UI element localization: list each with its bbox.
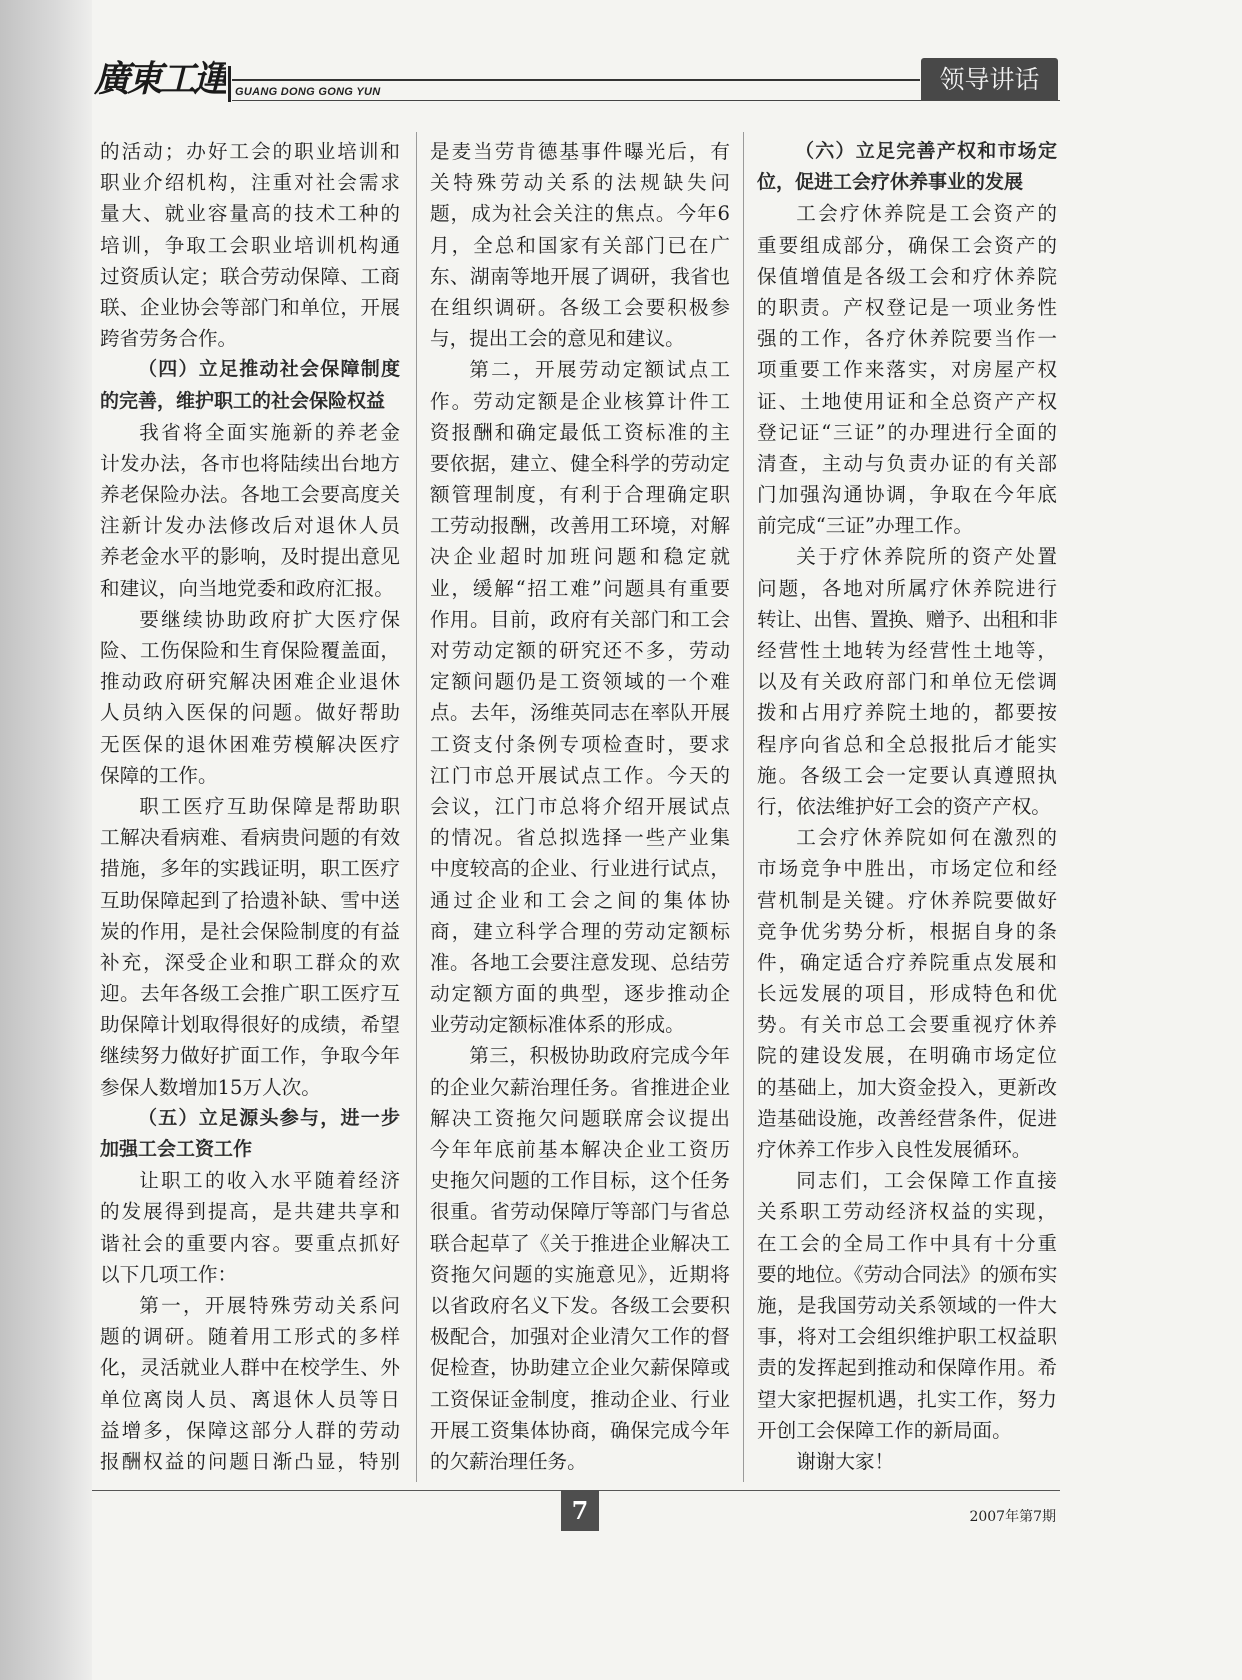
- text-line: 关系职工劳动经济权益的实现，: [757, 1200, 1057, 1224]
- text-line: 定额问题仍是工资领域的一个难: [430, 670, 730, 694]
- heading-line: （六）立足完善产权和市场定: [795, 140, 1057, 162]
- text-line: 以下几项工作：: [100, 1262, 238, 1286]
- text-line: 联、企业协会等部门和单位，开展: [100, 295, 400, 319]
- text-line: 业劳动定额标准体系的形成。: [430, 1013, 685, 1037]
- text-line: 报酬权益的问题日渐凸显，特别: [100, 1449, 400, 1473]
- text-line: 院的建设发展，在明确市场定位: [757, 1044, 1057, 1068]
- text-line: 门加强沟通协调，争取在今年底: [757, 483, 1057, 507]
- text-line: 的情况。省总拟选择一些产业集: [430, 826, 730, 850]
- text-line: 施，是我国劳动关系领域的一件大: [757, 1293, 1057, 1317]
- paragraph: [100, 417, 400, 604]
- text-line: 我省将全面实施新的养老金: [139, 420, 400, 444]
- text-line: 会议，江门市总将介绍开展试点: [430, 794, 730, 818]
- text-line: 养老保险办法。各地工会要高度关: [100, 483, 400, 507]
- text-line: 的欠薪治理任务。: [430, 1449, 587, 1473]
- text-line: 促检查，协助建立企业欠薪保障或: [430, 1356, 730, 1380]
- text-line: 登记证“三证”的办理进行全面的: [757, 420, 1057, 444]
- text-line: 在组织调研。各级工会要积极参: [430, 295, 730, 319]
- text-line: 极配合，加强对企业清欠工作的督: [430, 1325, 730, 1349]
- text-line: 互助保障起到了拾遗补缺、雪中送: [100, 888, 400, 912]
- text-line: 要依据，建立、健全科学的劳动定: [430, 451, 730, 475]
- text-line: 与，提出工会的意见和建议。: [430, 327, 685, 351]
- text-line: 养老金水平的影响，及时提出意见: [100, 545, 400, 569]
- text-line: 补充，深受企业和职工群众的欢: [100, 950, 400, 974]
- text-line: 开展工资集体协商，确保完成今年: [430, 1418, 730, 1442]
- paragraph: [430, 136, 730, 354]
- heading-line: 的完善，维护职工的社会保险权益: [100, 389, 386, 412]
- text-line: 很重。省劳动保障厅等部门与省总: [430, 1200, 730, 1224]
- text-line: 问题，各地对所属疗休养院进行: [757, 576, 1057, 600]
- paragraph: [100, 136, 400, 354]
- text-line: 程序向省总和全总报批后才能实: [757, 732, 1057, 756]
- text-line: 重要组成部分，确保工会资产的: [757, 233, 1057, 257]
- text-line: 资报酬和确定最低工资标准的主: [430, 420, 730, 444]
- section-heading: [757, 136, 1057, 198]
- text-line: 责的发挥起到推动和保障作用。希: [757, 1356, 1057, 1380]
- text-line: 职工医疗互助保障是帮助职: [139, 794, 400, 818]
- text-line: 保障的工作。: [100, 763, 218, 787]
- heading-line: 加强工会工资工作: [100, 1138, 253, 1160]
- text-line: 第一，开展特殊劳动关系问: [139, 1293, 400, 1317]
- text-line: 望大家把握机遇，扎实工作，努力: [757, 1387, 1057, 1411]
- text-line: 推动政府研究解决困难企业退休: [100, 670, 400, 694]
- text-line: 史拖欠问题的工作目标，这个任务: [430, 1169, 730, 1193]
- text-line: 拨和占用疗养院土地的，都要按: [757, 701, 1057, 725]
- section-heading: [100, 354, 400, 416]
- text-line: 要继续协助政府扩大医疗保: [139, 607, 400, 631]
- text-line: 竞争优劣势分析，根据自身的条: [757, 919, 1057, 943]
- text-line: 关于疗休养院所的资产处置: [796, 545, 1057, 569]
- masthead-romanized: GUANG DONG GONG YUN: [235, 86, 381, 98]
- text-line: 无医保的退休困难劳模解决医疗: [100, 732, 400, 756]
- text-line: 单位离岗人员、离退休人员等日: [100, 1387, 400, 1411]
- text-line: 月，全总和国家有关部门已在广: [430, 233, 730, 257]
- text-line: 计发办法，各市也将陆续出台地方: [100, 451, 400, 475]
- text-line: 强的工作，各疗休养院要当作一: [757, 327, 1057, 351]
- heading-line: 位，促进工会疗休养事业的发展: [757, 171, 1024, 194]
- text-line: 准。各地工会要注意发现、总结劳: [430, 950, 730, 974]
- text-line: 化，灵活就业人群中在校学生、外: [100, 1356, 400, 1380]
- scan-margin-shade: [0, 0, 92, 1680]
- text-line: 题，成为社会关注的焦点。今年6: [430, 202, 730, 226]
- text-line: 证、土地使用证和全总资产产权: [757, 389, 1057, 413]
- text-line: 过资质认定；联合劳动保障、工商: [100, 264, 400, 288]
- section-heading: [100, 1103, 400, 1165]
- paragraph: [757, 541, 1057, 822]
- text-line: 行，依法维护好工会的资产产权。: [757, 794, 1051, 818]
- text-line: 措施，多年的实践证明，职工医疗: [100, 857, 400, 881]
- text-line: 炭的作用，是社会保险制度的有益: [100, 919, 400, 943]
- text-line: 是麦当劳肯德基事件曝光后，有: [430, 140, 730, 163]
- text-line: 助保障计划取得很好的成绩，希望: [100, 1013, 400, 1037]
- article-column-1: [100, 136, 400, 1481]
- text-line: 转让、出售、置换、赠予、出租和非: [757, 607, 1057, 631]
- text-line: 谢谢大家！: [796, 1449, 895, 1473]
- text-line: 的职责。产权登记是一项业务性: [757, 295, 1057, 319]
- text-line: 点。去年，汤维英同志在率队开展: [430, 701, 730, 725]
- text-line: 前完成“三证”办理工作。: [757, 514, 973, 538]
- text-line: 解决工资拖欠问题联席会议提出: [430, 1106, 730, 1130]
- issue-label: 2007年第7期: [969, 1509, 1056, 1525]
- text-line: 保值增值是各级工会和疗休养院: [757, 264, 1057, 288]
- masthead-divider: [228, 66, 231, 102]
- text-line: 工劳动报酬，改善用工环境，对解: [430, 514, 730, 538]
- text-line: 作。劳动定额是企业核算计件工: [430, 389, 730, 413]
- paragraph: [430, 354, 730, 1040]
- text-line: 清查，主动与负责办证的有关部: [757, 451, 1057, 475]
- text-line: 通过企业和工会之间的集体协: [430, 888, 730, 912]
- text-line: 对劳动定额的研究还不多，劳动: [430, 639, 730, 662]
- text-line: 工资支付条例专项检查时，要求: [430, 732, 730, 756]
- text-line: 谐社会的重要内容。要重点抓好: [100, 1231, 400, 1255]
- text-line: 开创工会保障工作的新局面。: [757, 1418, 1012, 1442]
- text-line: 在工会的全局工作中具有十分重: [757, 1231, 1057, 1255]
- text-line: 工会疗休养院是工会资产的: [796, 202, 1057, 226]
- text-line: 同志们，工会保障工作直接: [796, 1169, 1057, 1193]
- text-line: 工解决看病难、看病贵问题的有效: [100, 826, 400, 850]
- column-divider: [416, 132, 417, 1482]
- text-line: 迎。去年各级工会推广职工医疗互: [100, 982, 400, 1006]
- text-line: 施。各级工会一定要认真遵照执: [757, 763, 1057, 787]
- text-line: 跨省劳务合作。: [100, 327, 238, 351]
- text-line: 益增多，保障这部分人群的劳动: [100, 1418, 400, 1442]
- text-line: 业，缓解“招工难”问题具有重要: [430, 576, 730, 600]
- paragraph: [100, 1165, 400, 1290]
- text-line: 长远发展的项目，形成特色和优: [757, 982, 1057, 1006]
- page-number: 7: [561, 1490, 599, 1531]
- text-line: 职业介绍机构，注重对社会需求: [100, 171, 400, 195]
- text-line: 联合起草了《关于推进企业解决工: [430, 1231, 730, 1255]
- text-line: 让职工的收入水平随着经济: [139, 1169, 400, 1193]
- text-line: 造基础设施，改善经营条件，促进: [757, 1106, 1057, 1130]
- text-line: 继续努力做好扩面工作，争取今年: [100, 1044, 400, 1068]
- text-line: 事，将对工会组织维护职工权益职: [757, 1325, 1057, 1349]
- text-line: 第二，开展劳动定额试点工: [469, 358, 730, 382]
- text-line: 动定额方面的典型，逐步推动企: [430, 982, 730, 1006]
- heading-line: （四）立足推动社会保障制度: [138, 358, 400, 381]
- article-column-3: [757, 136, 1057, 1481]
- masthead-logo: 廣東工運: [94, 58, 226, 100]
- text-line: 关特殊劳动关系的法规缺失问: [430, 171, 730, 195]
- text-line: 的基础上，加大资金投入，更新改: [757, 1075, 1057, 1099]
- text-line: 的企业欠薪治理任务。省推进企业: [430, 1075, 730, 1099]
- text-line: 题的调研。随着用工形式的多样: [100, 1325, 400, 1349]
- section-tag: 领导讲话: [921, 58, 1058, 101]
- text-line: 势。有关市总工会要重视疗休养: [757, 1013, 1057, 1037]
- text-line: 资拖欠问题的实施意见》，近期将: [430, 1262, 730, 1286]
- text-line: 项重要工作来落实，对房屋产权: [757, 358, 1057, 382]
- text-line: 营机制是关键。疗休养院要做好: [757, 888, 1057, 912]
- text-line: 以及有关政府部门和单位无偿调: [757, 670, 1057, 694]
- paragraph: [757, 1446, 1057, 1477]
- text-line: 人员纳入医保的问题。做好帮助: [100, 701, 400, 725]
- text-line: 作用。目前，政府有关部门和工会: [430, 607, 730, 631]
- text-line: 量大、就业容量高的技术工种的: [100, 202, 400, 226]
- text-line: 经营性土地转为经营性土地等，: [757, 639, 1057, 662]
- text-line: 参保人数增加15万人次。: [100, 1075, 321, 1099]
- text-line: 的活动；办好工会的职业培训和: [100, 140, 400, 163]
- text-line: 今年年底前基本解决企业工资历: [430, 1138, 730, 1161]
- heading-line: （五）立足源头参与，进一步: [138, 1106, 400, 1129]
- article-column-2: [430, 136, 730, 1481]
- text-line: 和建议，向当地党委和政府汇报。: [100, 576, 394, 600]
- text-line: 中度较高的企业、行业进行试点，: [430, 857, 730, 881]
- text-line: 商，建立科学合理的劳动定额标: [430, 919, 730, 943]
- text-line: 额管理制度，有利于合理确定职: [430, 483, 730, 507]
- text-line: 注新计发办法修改后对退休人员: [100, 514, 400, 538]
- paragraph: [430, 1040, 730, 1477]
- text-line: 工资保证金制度，推动企业、行业: [430, 1387, 730, 1411]
- paragraph: [757, 1165, 1057, 1446]
- text-line: 要的地位。《劳动合同法》的颁布实: [757, 1262, 1057, 1286]
- text-line: 决企业超时加班问题和稳定就: [430, 545, 730, 569]
- text-line: 东、湖南等地开展了调研，我省也: [430, 264, 730, 288]
- text-line: 件，确定适合疗养院重点发展和: [757, 950, 1057, 974]
- paragraph: [757, 822, 1057, 1165]
- text-line: 培训，争取工会职业培训机构通: [100, 233, 400, 257]
- paragraph: [100, 791, 400, 1103]
- text-line: 江门市总开展试点工作。今天的: [430, 763, 730, 787]
- paragraph: [757, 198, 1057, 541]
- text-line: 以省政府名义下发。各级工会要积: [430, 1293, 730, 1317]
- paragraph: [100, 604, 400, 791]
- column-divider: [743, 132, 744, 1482]
- header-rule-top: [232, 79, 920, 81]
- paragraph: [100, 1290, 400, 1477]
- text-line: 第三，积极协助政府完成今年: [469, 1044, 730, 1068]
- text-line: 的发展得到提高，是共建共享和: [100, 1200, 400, 1224]
- text-line: 工会疗休养院如何在激烈的: [796, 826, 1057, 850]
- text-line: 疗休养工作步入良性发展循环。: [757, 1138, 1032, 1161]
- text-line: 险、工伤保险和生育保险覆盖面，: [100, 639, 400, 662]
- text-line: 市场竞争中胜出，市场定位和经: [757, 857, 1057, 881]
